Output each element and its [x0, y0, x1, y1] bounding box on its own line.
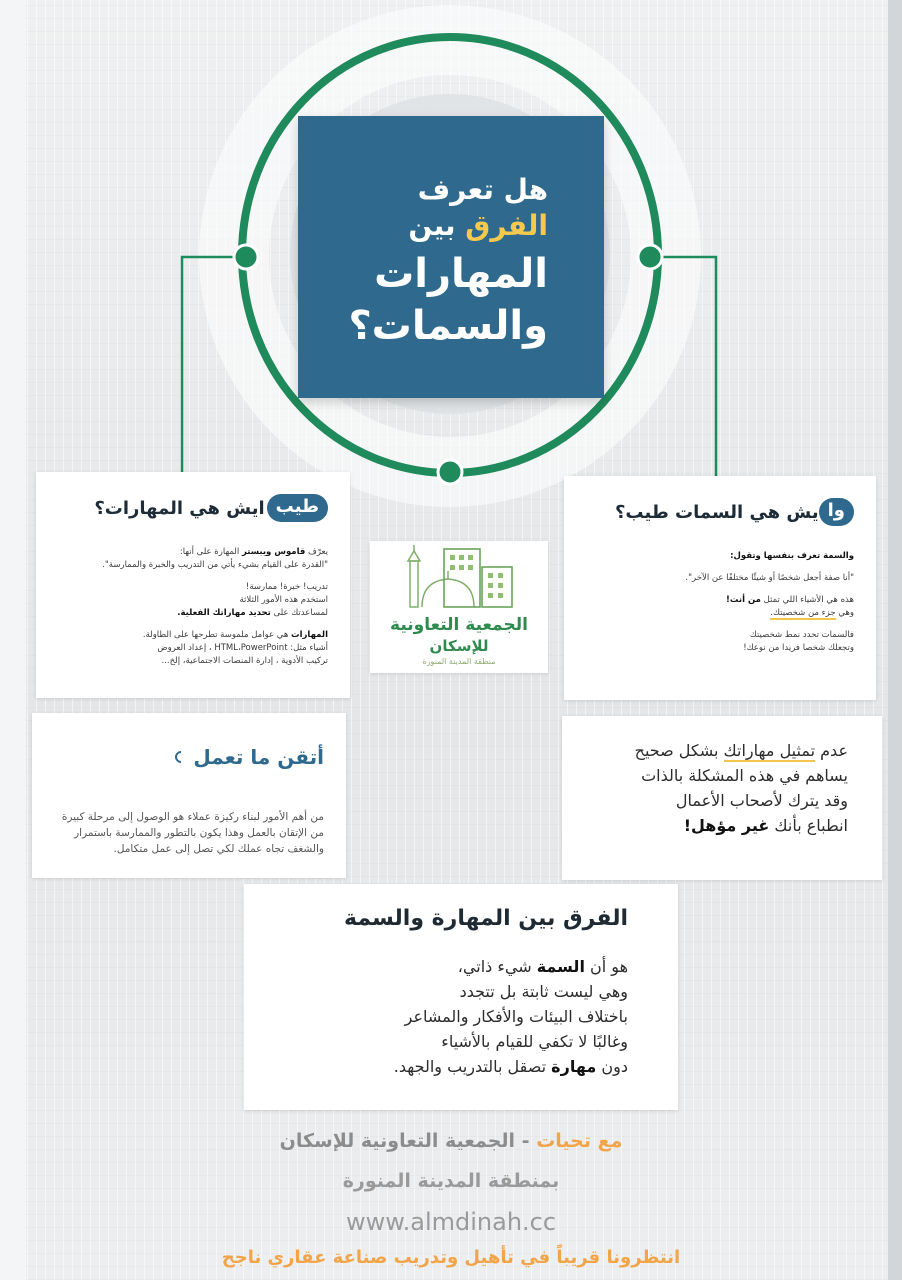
- notrep-line4-b: غير مؤهل!: [683, 816, 770, 835]
- traits-card: [564, 476, 876, 700]
- master-heading-text: أتقن ما تعمل: [193, 745, 324, 769]
- diff-line5: [274, 1054, 628, 1079]
- diff-l5-a: دون: [601, 1057, 628, 1076]
- traits-heading: [580, 498, 854, 526]
- diff-l5-b: مهارة: [551, 1057, 597, 1076]
- diff-l1-b: السمة: [536, 957, 585, 976]
- skills-p6: [52, 629, 328, 642]
- diff-l1-c: شيء ذاتي،: [457, 957, 532, 976]
- title-line4: والسمات؟: [348, 303, 548, 349]
- traits-heading-pill: وا: [819, 498, 854, 526]
- footer-greeting-prefix: مع تحيات: [536, 1130, 623, 1152]
- skills-p5-b: تحديد مهاراتك الفعلية.: [177, 608, 271, 618]
- traits-p6: وتجعلك شخصا فريدا من نوعك!: [743, 643, 854, 653]
- traits-p4-a: وهي: [838, 608, 854, 618]
- skills-p7: أشياء مثل: HTML،PowerPoint ، إعداد العروض: [157, 643, 328, 653]
- notrep-line3: وقد يترك لأصحاب الأعمال: [675, 791, 848, 810]
- notrep-line4: [586, 813, 848, 838]
- skills-p3: تدريب! خبرة! ممارسة!: [245, 582, 328, 592]
- diff-line4: وغالبًا لا تكفي للقيام بالأشياء: [441, 1032, 628, 1051]
- notrep-line1: [586, 738, 848, 763]
- skills-card: [36, 472, 350, 698]
- traits-p3-a: هذه هي الأشياء اللي تمثل: [763, 595, 854, 605]
- logo-name-line1: الجمعية التعاونية: [390, 615, 528, 635]
- skills-p5-a: لمساعدتك على: [273, 608, 328, 618]
- master-heading: [56, 745, 324, 769]
- traits-p1: [580, 550, 854, 563]
- footer-website-link[interactable]: www.almdinah.cc: [345, 1208, 557, 1236]
- diff-line1: [274, 954, 628, 979]
- traits-p4: [580, 607, 854, 620]
- left-dot: [234, 245, 258, 269]
- skills-heading: [52, 494, 328, 522]
- logo-name-line3: منطقة المدينة المنورة: [422, 657, 496, 666]
- traits-p3-b: من أنت!: [726, 595, 761, 605]
- difference-card: [244, 884, 678, 1110]
- difference-text: [274, 954, 628, 1079]
- skills-p1-b: قاموس ويبستر: [241, 547, 306, 557]
- traits-p5: فالسمات تحدد نمط شخصيتك: [749, 630, 854, 640]
- title-line2: [338, 208, 548, 244]
- traits-p4-b: جزء من شخصيتك.: [770, 608, 836, 618]
- misrepresentation-card: [562, 716, 882, 880]
- notrep-line2: يساهم في هذه المشكلة بالذات: [641, 766, 848, 785]
- diff-line3: باختلاف البيئات والأفكار والمشاعر: [404, 1007, 628, 1026]
- master-card: [32, 713, 346, 878]
- diff-l5-c: تصقل بالتدريب والجهد.: [393, 1057, 547, 1076]
- notrep-line1-b: تمثيل مهاراتك: [723, 741, 816, 760]
- footer-greeting-rest: - الجمعية التعاونية للإسكان: [279, 1130, 530, 1152]
- footer-greeting: [0, 1130, 902, 1152]
- skills-heading-text: ايش هي المهارات؟: [94, 497, 265, 519]
- footer-coming-soon: انتظرونا قريباً في تأهيل وتدريب صناعة عقاري ناجح: [221, 1247, 681, 1268]
- diff-l1-a: هو أن: [590, 957, 628, 976]
- skills-heading-pill: طيب: [267, 494, 328, 522]
- diff-line2: وهي ليست ثابتة بل تتجدد: [459, 982, 628, 1001]
- title-line3: المهارات: [374, 251, 548, 297]
- skills-p2: "القدرة على القيام بشيء يأتي من التدريب والخبرة والممارسة".: [102, 560, 328, 570]
- title-card: [298, 116, 604, 398]
- traits-p1-text: والسمة تعرف بنفسها وتقول:: [730, 551, 854, 561]
- notrep-line1-c: بشكل صحيح: [634, 741, 719, 760]
- logo-name-line2: للإسكان: [429, 637, 489, 655]
- skills-p5: [52, 607, 328, 620]
- skills-p6-b: هي عوامل ملموسة تطرحها على الطاولة.: [142, 630, 289, 640]
- traits-p3: [580, 594, 854, 607]
- master-text: من أهم الأمور لبناء ركيزة عملاء هو الوصول إلى مرحلة كبيرة من الإتقان بالعمل وهذا يكون بالتطور والممارسة باستمرار والشغف تجاه عملك لكي تصل إلى عمل متكامل.: [61, 811, 324, 855]
- logo-card: [370, 541, 548, 673]
- skills-p4: استخدم هذه الأمور الثلاثة: [239, 595, 328, 605]
- title-line2-rest: بين: [408, 209, 456, 242]
- arc-icon: [173, 749, 190, 766]
- traits-heading-text: يش هي السمات طيب؟: [614, 501, 819, 523]
- title-highlight: الفرق: [465, 209, 548, 242]
- footer-region: بمنطقة المدينة المنورة: [342, 1170, 560, 1192]
- skills-p1-c: المهارة على أنها:: [179, 547, 240, 557]
- skills-p8: تركيب الأدوية ، إدارة المنصات الاجتماعية، إلخ...: [161, 656, 328, 666]
- right-dot: [638, 245, 662, 269]
- notrep-line4-a: انطباع بأنك: [774, 816, 848, 835]
- notrep-line1-a: عدم: [820, 741, 848, 760]
- traits-p2: "أنا صفة أجعل شخصًا أو شيئًا مختلفًا عن الآخر".: [685, 573, 854, 583]
- skills-p6-a: المهارات: [291, 630, 328, 640]
- skills-p1: [52, 546, 328, 559]
- housing-logo-icon: [370, 541, 548, 619]
- difference-heading: الفرق بين المهارة والسمة: [344, 906, 628, 931]
- bottom-dot: [438, 460, 462, 484]
- skills-p1-a: يعرّف: [308, 547, 328, 557]
- title-line1: هل تعرف: [417, 173, 548, 206]
